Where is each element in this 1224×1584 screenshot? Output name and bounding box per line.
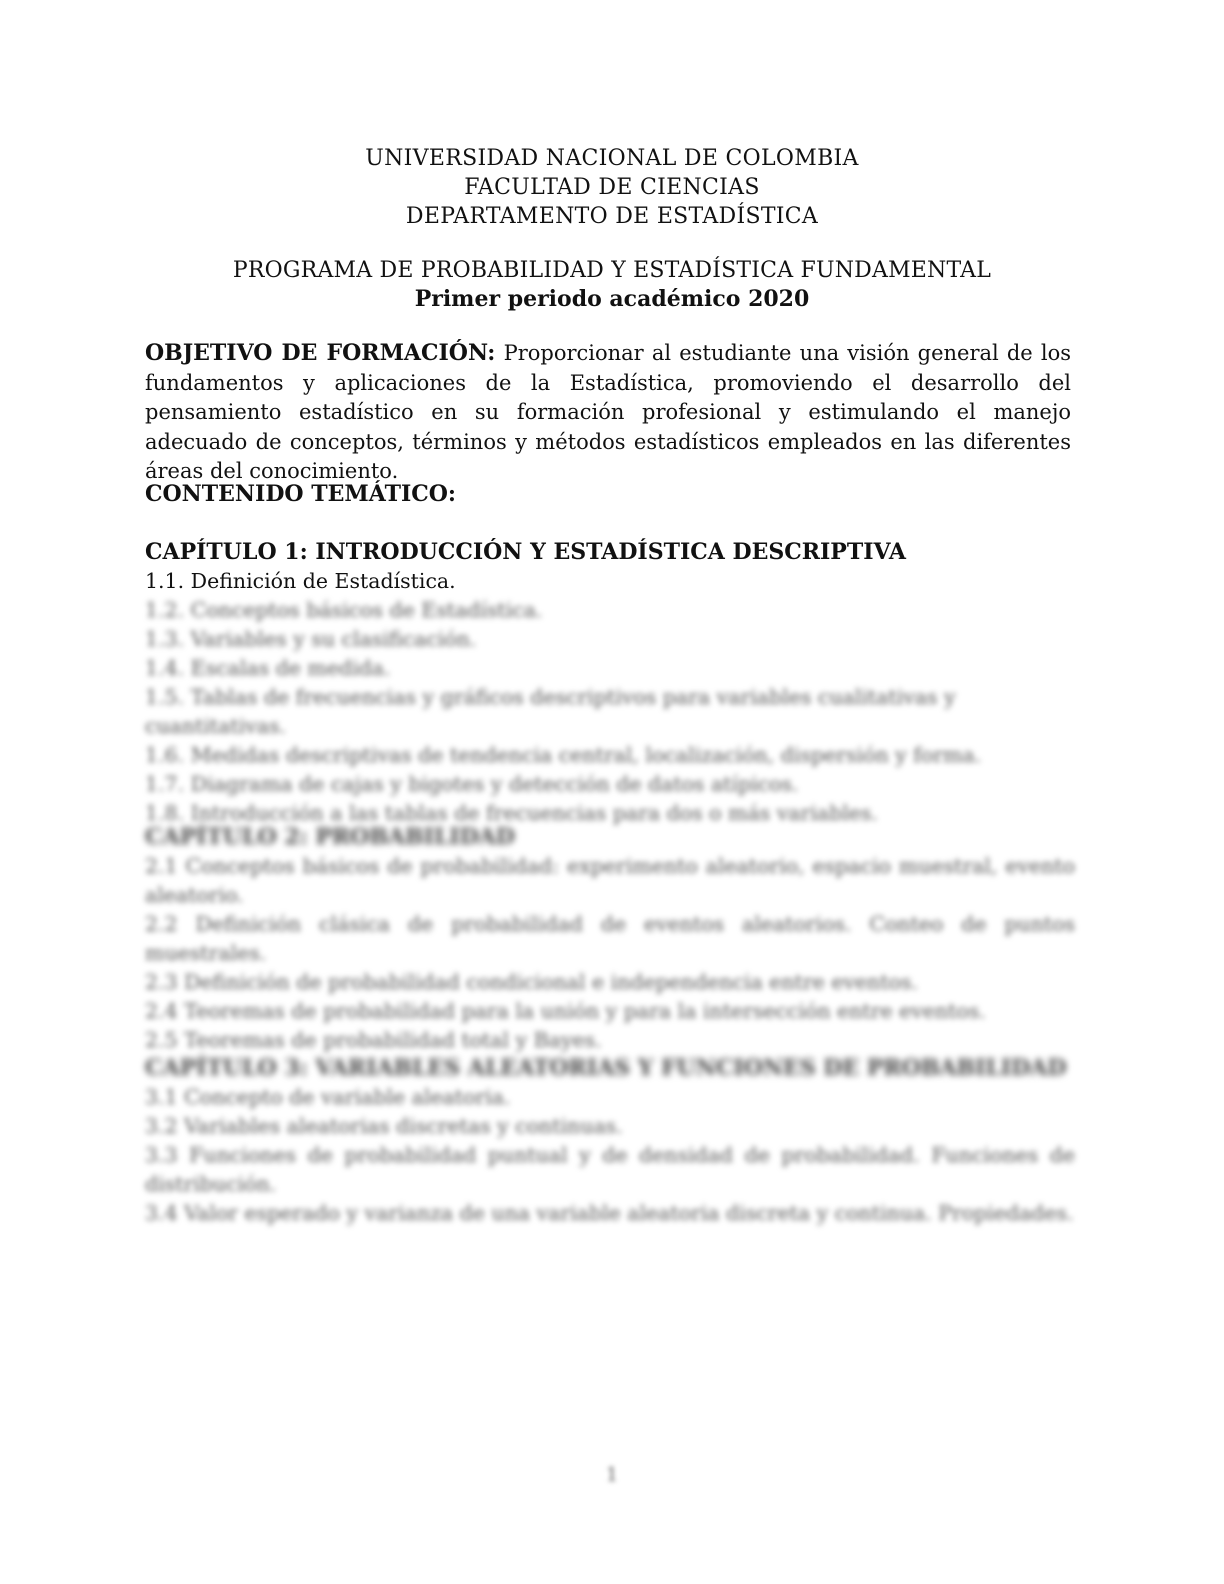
program-title: PROGRAMA DE PROBABILIDAD Y ESTADÍSTICA FUNDAMENTAL: [232, 258, 992, 283]
list-item: 1.8. Introducción a las tablas de frecuencias para dos o más variables.: [145, 801, 878, 825]
program-header: [0, 256, 1224, 314]
chapter-1: [145, 538, 1075, 828]
list-item: 3.1 Concepto de variable aleatoria.: [145, 1085, 511, 1109]
list-item: 2.1 Conceptos básicos de probabilidad: experimento aleatorio, espacio muestral, evento aleatorio.: [145, 854, 1075, 907]
list-item: 1.1. Definición de Estadística.: [145, 569, 456, 593]
chapter-title: CAPÍTULO 1: INTRODUCCIÓN Y ESTADÍSTICA DESCRIPTIVA: [145, 539, 906, 565]
list-item: 3.3 Funciones de probabilidad puntual y de densidad de probabilidad. Funciones de distribución.: [145, 1143, 1075, 1196]
objective-label: OBJETIVO DE FORMACIÓN:: [145, 340, 496, 366]
chapter-2: [145, 823, 1075, 1055]
content-heading: CONTENIDO TEMÁTICO:: [145, 481, 457, 507]
list-item: 2.5 Teoremas de probabilidad total y Bayes.: [145, 1028, 602, 1052]
list-item: 1.7. Diagrama de cajas y bigotes y detección de datos atípicos.: [145, 772, 799, 796]
list-item: 2.4 Teoremas de probabilidad para la unión y para la intersección entre eventos.: [145, 999, 986, 1023]
university-name: UNIVERSIDAD NACIONAL DE COLOMBIA: [365, 146, 859, 171]
department-name: DEPARTAMENTO DE ESTADÍSTICA: [405, 204, 819, 229]
list-item: 1.4. Escalas de medida.: [145, 656, 391, 680]
institution-header: [0, 144, 1224, 231]
academic-period: Primer periodo académico 2020: [414, 286, 810, 312]
list-item: 3.4 Valor esperado y varianza de una variable aleatoria discreta y continua. Propiedades.: [145, 1201, 1074, 1225]
chapter-title: CAPÍTULO 2: PROBABILIDAD: [145, 824, 515, 850]
chapter-title: CAPÍTULO 3: VARIABLES ALEATORIAS Y FUNCIONES DE PROBABILIDAD: [145, 1055, 1067, 1081]
objective-text: Proporcionar al estudiante una visión general de los fundamentos y aplicaciones de la Estadística, promoviendo el desarrollo del pensamiento estadístico en su formación profesional y estimulando el manejo adecuado de conceptos, términos y métodos estadísticos empleados en las diferentes áreas del conocimiento.: [145, 341, 1071, 483]
list-item: 1.3. Variables y su clasificación.: [145, 627, 477, 651]
page-number: 1: [605, 1462, 619, 1486]
list-item: 1.6. Medidas descriptivas de tendencia central, localización, dispersión y forma.: [145, 743, 982, 767]
objective-paragraph: [145, 339, 1071, 487]
list-item: 1.5. Tablas de frecuencias y gráficos descriptivos para variables cualitativas y cuantitativas.: [145, 685, 956, 738]
list-item: 1.2. Conceptos básicos de Estadística.: [145, 598, 543, 622]
list-item: 3.2 Variables aleatorias discretas y continuas.: [145, 1114, 623, 1138]
faculty-name: FACULTAD DE CIENCIAS: [464, 175, 760, 200]
chapter-3: [145, 1054, 1075, 1228]
list-item: 2.3 Definición de probabilidad condicional e independencia entre eventos.: [145, 970, 918, 994]
list-item: 2.2 Definición clásica de probabilidad de eventos aleatorios. Conteo de puntos muestrales.: [145, 912, 1075, 965]
